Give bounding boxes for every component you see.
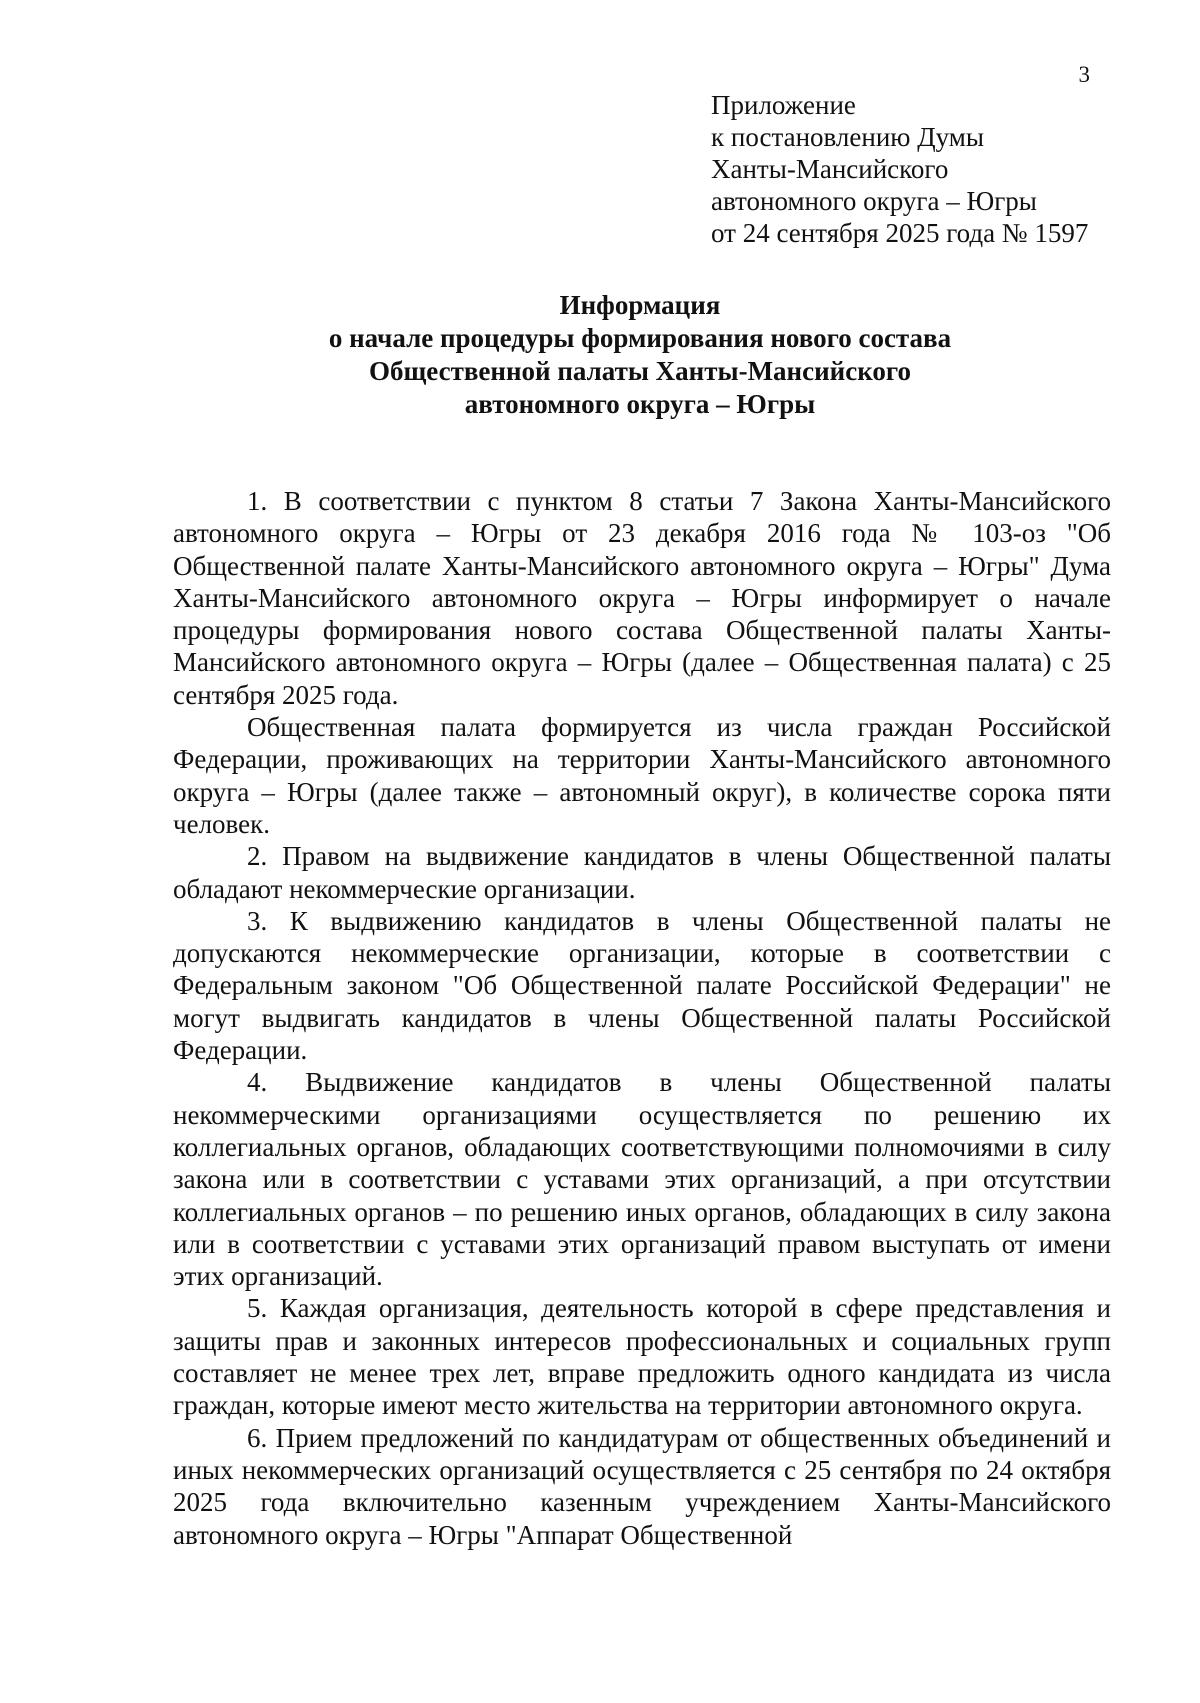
appendix-line: автономного округа – Югры: [711, 186, 1037, 216]
title-line: автономного округа – Югры: [464, 389, 816, 419]
appendix-line: от 24 сентября 2025 года № 1597: [711, 218, 1089, 248]
appendix-line: к постановлению Думы: [711, 122, 984, 152]
appendix-block: [711, 89, 1151, 249]
paragraph-2: 2. Правом на выдвижение кандидатов в члены Общественной палаты обладают некоммерческие организации.: [173, 841, 1111, 904]
appendix-line: Приложение: [711, 90, 856, 120]
document-body: [173, 485, 1111, 1551]
paragraph-5: 5. Каждая организация, деятельность которой в сфере представления и защиты прав и законных интересов профессиональных и социальных групп составляет не менее трех лет, вправе предложить одного кандидата из числа граждан, которые имеют место жительства на территории автономного округа.: [173, 1293, 1111, 1421]
paragraph-1: 1. В соответствии с пунктом 8 статьи 7 Закона Ханты-Мансийского автономного округа – Югры от 23 декабря 2016 года № 103-оз "Об Общественной палате Ханты-Мансийского автономного округа – Югры" Дума Ханты-Мансийского автономного округа – Югры информирует о начале процедуры формирования нового состава Общественной палаты Ханты-Мансийского автономного округа – Югры (далее – Общественная палата) с 25 сентября 2025 года.: [173, 486, 1111, 710]
title-line: Общественной палаты Ханты-Мансийского: [369, 356, 911, 386]
title-line: Информация: [559, 290, 721, 320]
document-title: [170, 289, 1110, 421]
paragraph-6: 6. Прием предложений по кандидатурам от общественных объединений и иных некоммерческих организаций осуществляется с 25 сентября по 24 октября 2025 года включительно казенным учреждением Ханты-Мансийского автономного округа – Югры "Аппарат Общественной: [173, 1422, 1111, 1550]
paragraph-3: 3. К выдвижению кандидатов в члены Общественной палаты не допускаются некоммерческие организации, которые в соответствии с Федеральным законом "Об Общественной палате Российской Федерации" не могут выдвигать кандидатов в члены Общественной палаты Российской Федерации.: [173, 905, 1111, 1066]
title-line: о начале процедуры формирования нового состава: [328, 323, 952, 353]
page-number: 3: [1078, 62, 1090, 87]
paragraph-4: 4. Выдвижение кандидатов в члены Общественной палаты некоммерческими организациями осуществляется по решению их коллегиальных органов, обладающих соответствующими полномочиями в силу закона или в соответствии с уставами этих организаций, а при отсутствии коллегиальных органов – по решению иных органов, обладающих в силу закона или в соответствии с уставами этих организаций правом выступать от имени этих организаций.: [173, 1067, 1111, 1292]
appendix-line: Ханты-Мансийского: [711, 154, 949, 184]
paragraph-1-continued: Общественная палата формируется из числа граждан Российской Федерации, проживающих на территории Ханты-Мансийского автономного округа – Югры (далее также – автономный округ), в количестве сорока пяти человек.: [173, 712, 1111, 839]
